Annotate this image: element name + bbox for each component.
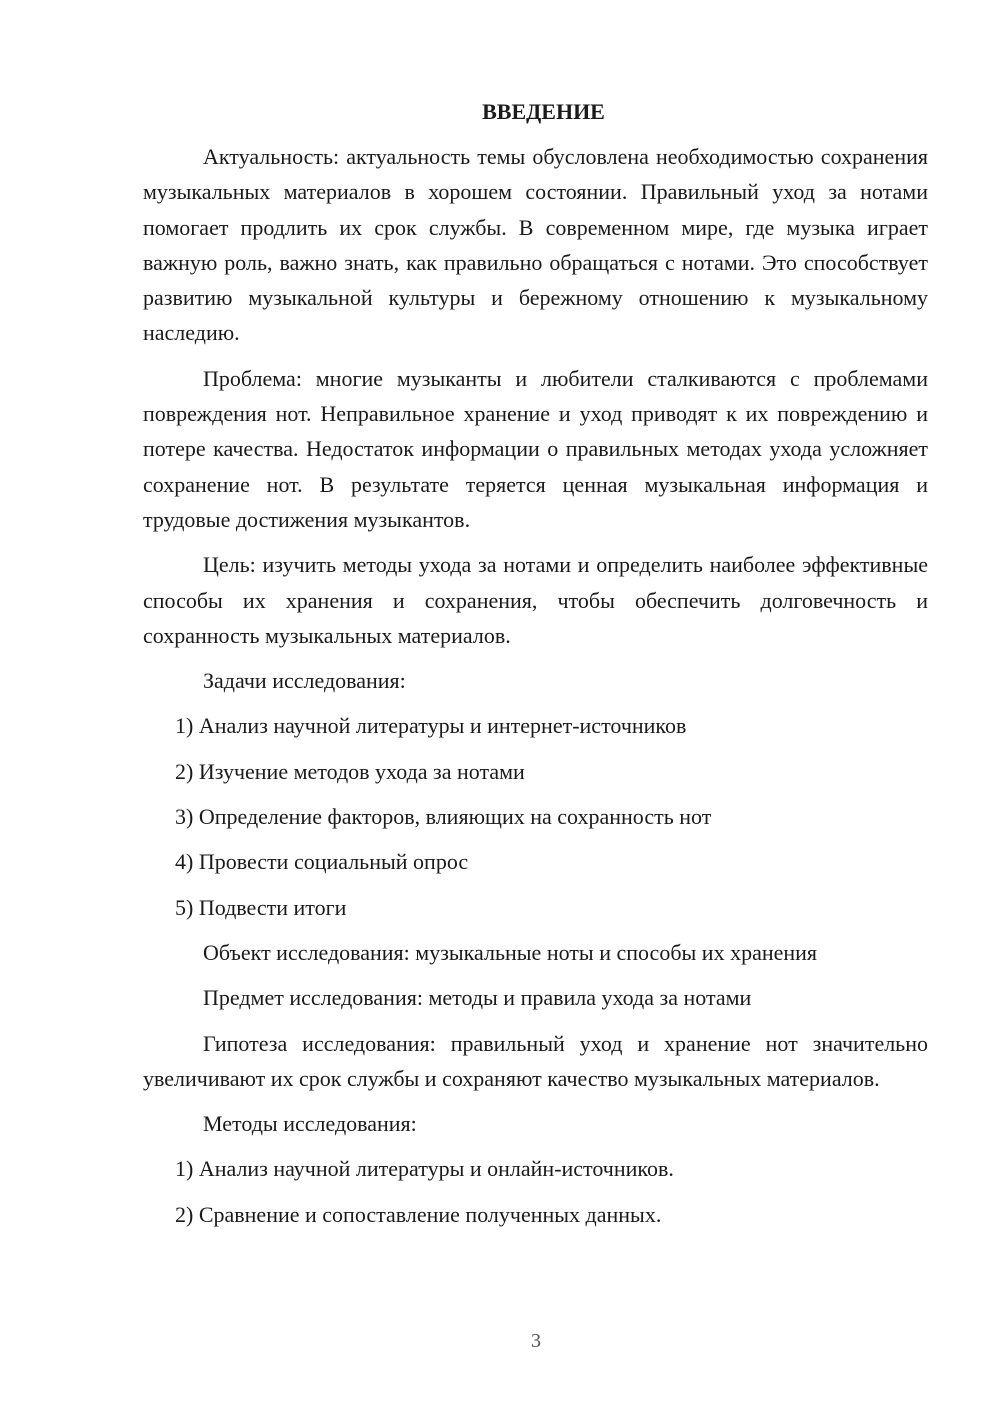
problem-paragraph: Проблема: многие музыканты и любители сталкиваются с проблемами повреждения нот. Неправильное хранение и уход приводят к их повреждению и потере качества. Недостаток информации о правильных методах ухода усложняет сохранение нот. В результате теряется ценная музыкальная информация и трудовые достижения музыкантов. — [143, 365, 928, 532]
task-item: 4) Провести социальный опрос — [175, 849, 469, 875]
task-item: 3) Определение факторов, влияющих на сохранность нот — [175, 804, 712, 830]
methods-heading: Методы исследования: — [203, 1111, 417, 1137]
method-item: 1) Анализ научной литературы и онлайн-источников. — [175, 1156, 674, 1182]
subject-line: Предмет исследования: методы и правила ухода за нотами — [203, 985, 752, 1011]
task-item: 2) Изучение методов ухода за нотами — [175, 758, 525, 784]
goal-paragraph: Цель: изучить методы ухода за нотами и определить наиболее эффективные способы их хранения и сохранения, чтобы обеспечить долговечность и сохранность музыкальных материалов. — [143, 552, 928, 648]
page-number-container — [0, 1330, 1000, 1353]
page-number: 3 — [531, 1330, 541, 1352]
hypothesis-paragraph: Гипотеза исследования: правильный уход и хранение нот значительно увеличивают их срок службы и сохраняют качество музыкальных материалов. — [143, 1030, 928, 1091]
object-line: Объект исследования: музыкальные ноты и способы их хранения — [203, 939, 818, 965]
task-item: 5) Подвести итоги — [175, 894, 347, 920]
page-content — [143, 94, 928, 1242]
tasks-heading: Задачи исследования: — [203, 668, 406, 694]
page-title: ВВЕДЕНИЕ — [482, 99, 605, 124]
method-item: 2) Сравнение и сопоставление полученных данных. — [175, 1201, 662, 1227]
task-item: 1) Анализ научной литературы и интернет-источников — [175, 713, 687, 739]
relevance-paragraph: Актуальность: актуальность темы обусловлена необходимостью сохранения музыкальных материалов в хорошем состоянии. Правильный уход за нотами помогает продлить их срок службы. В современном мире, где музыка играет важную роль, важно знать, как правильно обращаться с нотами. Это способствует развитию музыкальной культуры и бережному отношению к музыкальному наследию. — [143, 144, 928, 346]
